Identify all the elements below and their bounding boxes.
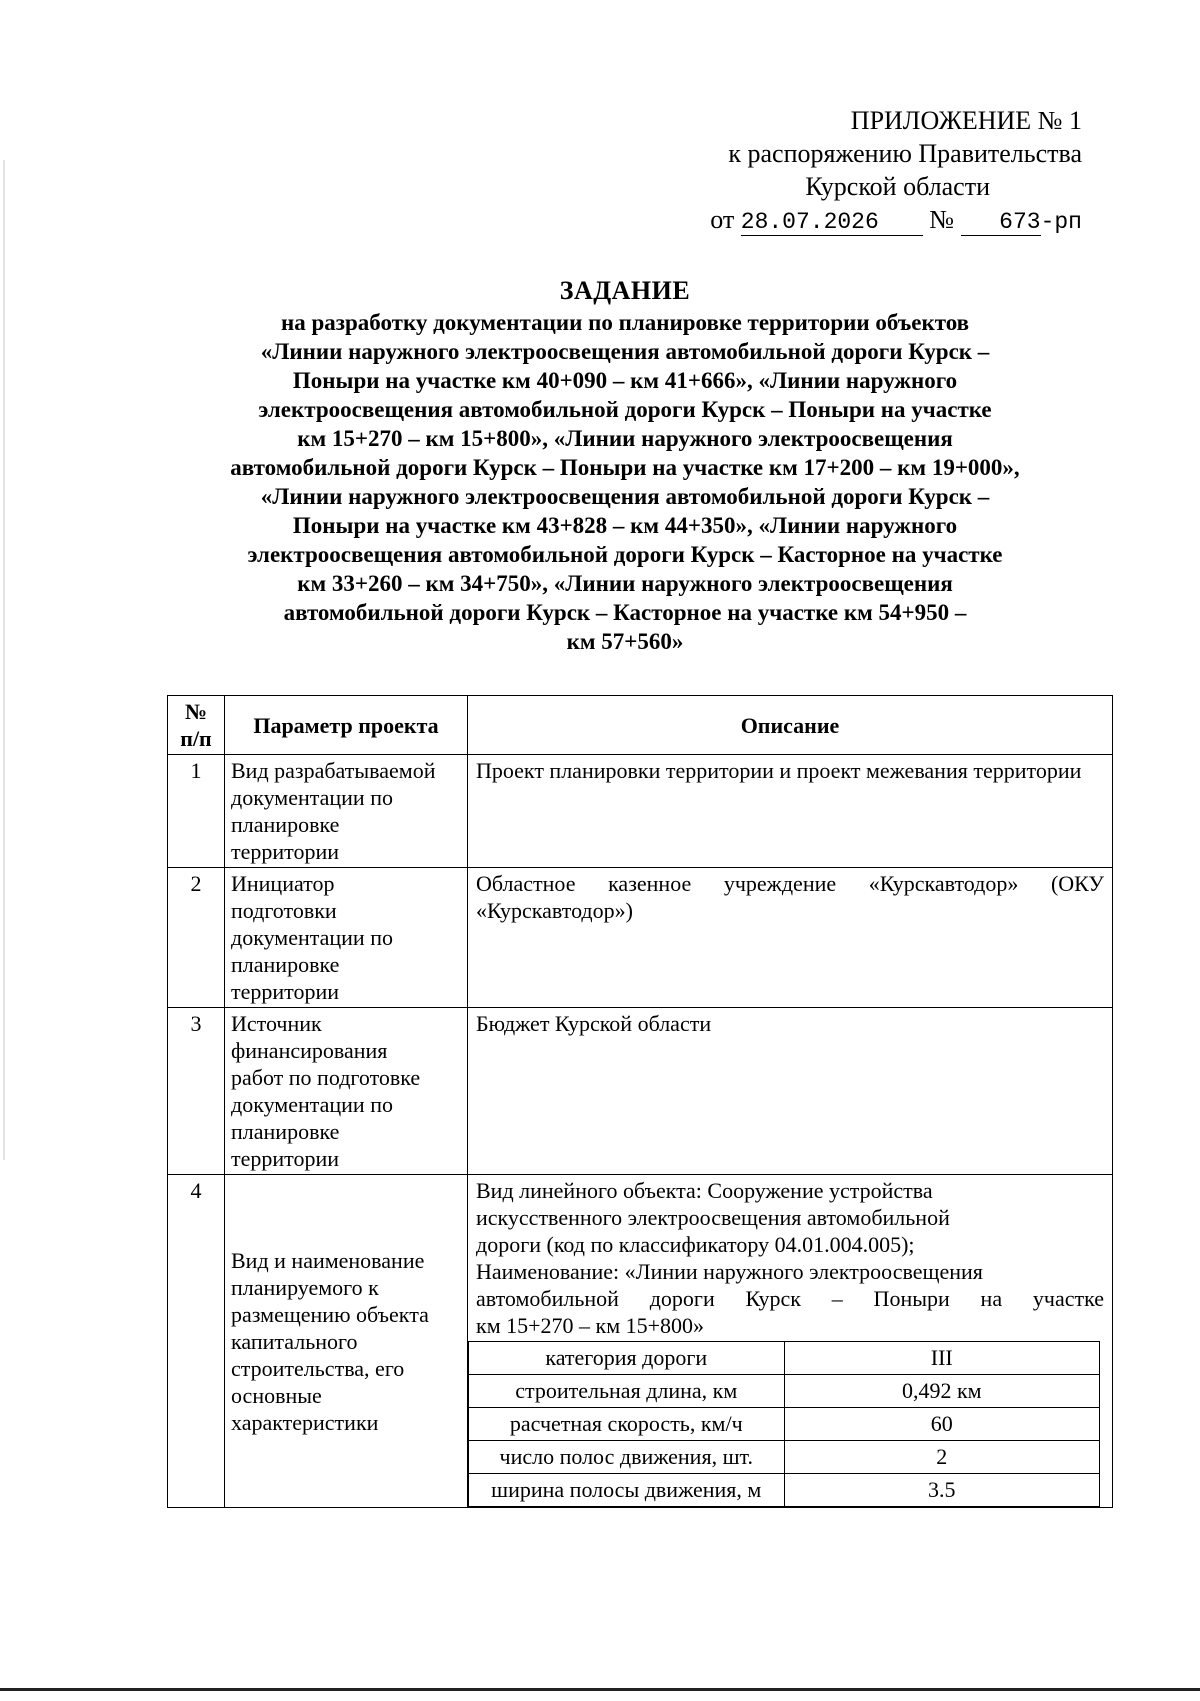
spec-row <box>469 1474 1100 1507</box>
subtitle-line: Поныри на участке км 40+090 – км 41+666», «Линии наружного <box>292 368 958 393</box>
spec-row <box>469 1375 1100 1408</box>
spec-name: число полос движения, шт. <box>469 1441 785 1474</box>
spec-value: III <box>784 1342 1100 1375</box>
object-description: Вид линейного объекта: Сооружение устройства искусственного электроосвещения автомобильной дороги (код по классификатору 04.01.004.005); Наименование: «Линии наружного электроосвещения автомобильной дороги Курск – Поныри на участке км 15+270 – км 15+800» <box>476 1178 1104 1338</box>
table-header-row <box>168 696 1113 755</box>
document-subtitle <box>160 308 1090 656</box>
task-table <box>167 695 1113 1508</box>
row-desc <box>468 1175 1113 1508</box>
row-number: 4 <box>168 1175 225 1508</box>
row-param: Инициатор подготовки документации по планировке территории <box>225 868 468 1008</box>
document-title: ЗАДАНИЕ <box>559 276 691 305</box>
spec-row <box>469 1342 1100 1375</box>
appendix-title: ПРИЛОЖЕНИЕ № 1 <box>850 106 1082 135</box>
subtitle-line: Поныри на участке км 43+828 – км 44+350», «Линии наружного <box>292 513 958 538</box>
spec-row <box>469 1441 1100 1474</box>
header-param: Параметр проекта <box>225 696 468 755</box>
table-row <box>168 755 1113 868</box>
subtitle-line: «Линии наружного электроосвещения автомобильной дороги Курск – <box>260 339 990 364</box>
spec-value: 60 <box>784 1408 1100 1441</box>
subtitle-line: автомобильной дороги Курск – Касторное на участке км 54+950 – <box>283 600 967 625</box>
subtitle-line: км 15+270 – км 15+800», «Линии наружного электроосвещения <box>297 426 953 451</box>
row-param: Вид и наименование планируемого к размещению объекта капитального строительства, его основные характеристики <box>225 1175 468 1508</box>
scan-edge-left <box>3 160 5 1160</box>
table-row <box>168 1175 1113 1508</box>
row-desc: Бюджет Курской области <box>468 1008 1113 1175</box>
subtitle-line: на разработку документации по планировке территории объектов <box>280 310 970 335</box>
appendix-region: Курской области <box>805 172 990 201</box>
specs-table <box>468 1341 1100 1507</box>
spec-name: категория дороги <box>469 1342 785 1375</box>
spec-value: 2 <box>784 1441 1100 1474</box>
row-param: Источник финансирования работ по подготовке документации по планировке территории <box>225 1008 468 1175</box>
appendix-date-number <box>562 203 1082 239</box>
row-number: 3 <box>168 1008 225 1175</box>
subtitle-line: электроосвещения автомобильной дороги Курск – Поныри на участке <box>258 397 992 422</box>
spec-name: ширина полосы движения, м <box>469 1474 785 1507</box>
row-number: 1 <box>168 755 225 868</box>
header-num: № п/п <box>168 696 225 755</box>
row-param: Вид разрабатываемой документации по планировке территории <box>225 755 468 868</box>
appendix-decree: к распоряжению Правительства <box>728 139 1082 168</box>
decree-number-suffix: -рп <box>1040 209 1082 235</box>
number-prefix: № <box>929 205 955 234</box>
subtitle-line: автомобильной дороги Курск – Поныри на участке км 17+200 – км 19+000», <box>230 455 1020 480</box>
date-prefix: от <box>710 205 735 234</box>
header-desc: Описание <box>468 696 1113 755</box>
row-desc: Проект планировки территории и проект межевания территории <box>468 755 1113 868</box>
scan-edge-bottom <box>0 1688 1200 1691</box>
subtitle-line: «Линии наружного электроосвещения автомобильной дороги Курск – <box>260 484 990 509</box>
decree-date: 28.07.2026 <box>741 209 923 236</box>
table-row <box>168 868 1113 1008</box>
spec-name: строительная длина, км <box>469 1375 785 1408</box>
spec-row <box>469 1408 1100 1441</box>
spec-value: 0,492 км <box>784 1375 1100 1408</box>
row-number: 2 <box>168 868 225 1008</box>
spec-value: 3.5 <box>784 1474 1100 1507</box>
subtitle-line: км 57+560» <box>566 629 684 654</box>
subtitle-line: км 33+260 – км 34+750», «Линии наружного электроосвещения <box>297 571 953 596</box>
subtitle-line: электроосвещения автомобильной дороги Курск – Касторное на участке <box>247 542 1003 567</box>
document-title-block <box>160 274 1090 656</box>
appendix-header <box>562 104 1082 239</box>
spec-name: расчетная скорость, км/ч <box>469 1408 785 1441</box>
table-row <box>168 1008 1113 1175</box>
row-desc: Областное казенное учреждение «Курскавтодор» (ОКУ «Курскавтодор») <box>468 868 1113 1008</box>
decree-number: 673 <box>961 209 1041 236</box>
